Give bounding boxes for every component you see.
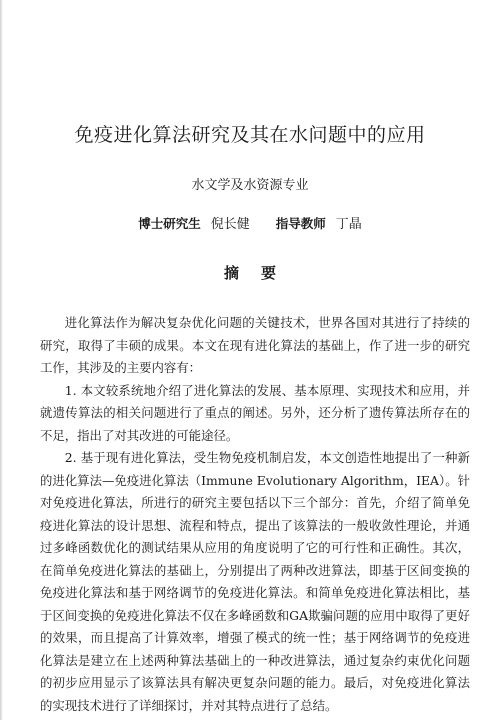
author-line [0, 213, 500, 232]
advisor-label: 指导教师 [275, 216, 326, 231]
abstract-body [40, 312, 470, 717]
major-line: 水文学及水资源专业 [191, 178, 309, 193]
advisor-name: 丁晶 [335, 217, 362, 232]
phd-student-name: 倪长健 [210, 217, 250, 232]
abstract-paragraph-2: 2. 基于现有进化算法，受生物免疫机制启发，本文创造性地提出了一种新的进化算法—免疫进化算法（Immune Evolutionary Algorithm，IEA）。针对免疫进化算法，所进行的研究主要包括以下三个部分：首先，介绍了简单免疫进化算法的设计思想、流程和特点，提出了该算法的一般收敛性理论，并通过多峰函数优化的测试结果从应用的角度说明了它的可行性和正确性。其次，在简单免疫进化算法的基础上，分别提出了两种改进算法，即基于区间变换的免疫进化算法和基于网络调节的免疫进化算法。和简单免疫进化算法相比，基于区间变换的免疫进化算法不仅在多峰函数和GA欺骗问题的应用中取得了更好的效果，而且提高了计算效率，增强了模式的统一性；基于网络调节的免疫进化算法是建立在上述两种算法基础上的一种改进算法，通过复杂约束优化问题的初步应用显示了该算法具有解决更复杂问题的能力。最后，对免疫进化算法的实现技术进行了详细探讨，并对其特点进行了总结。 [40, 450, 470, 713]
abstract-paragraph-1: 1. 本文较系统地介绍了进化算法的发展、基本原理、实现技术和应用，并就遗传算法的相关问题进行了重点的阐述。另外，还分析了遗传算法所存在的不足，指出了对其改进的可能途径。 [40, 382, 470, 443]
document-title: 免疫进化算法研究及其在水问题中的应用 [74, 124, 426, 146]
abstract-paragraph-intro: 进化算法作为解决复杂优化问题的关键技术，世界各国对其进行了持续的研究，取得了丰硕的成果。本文在现有进化算法的基础上，作了进一步的研究工作，其涉及的主要内容有： [40, 315, 470, 375]
abstract-heading: 摘要 [223, 264, 298, 282]
phd-student-label: 博士研究生 [138, 216, 201, 231]
